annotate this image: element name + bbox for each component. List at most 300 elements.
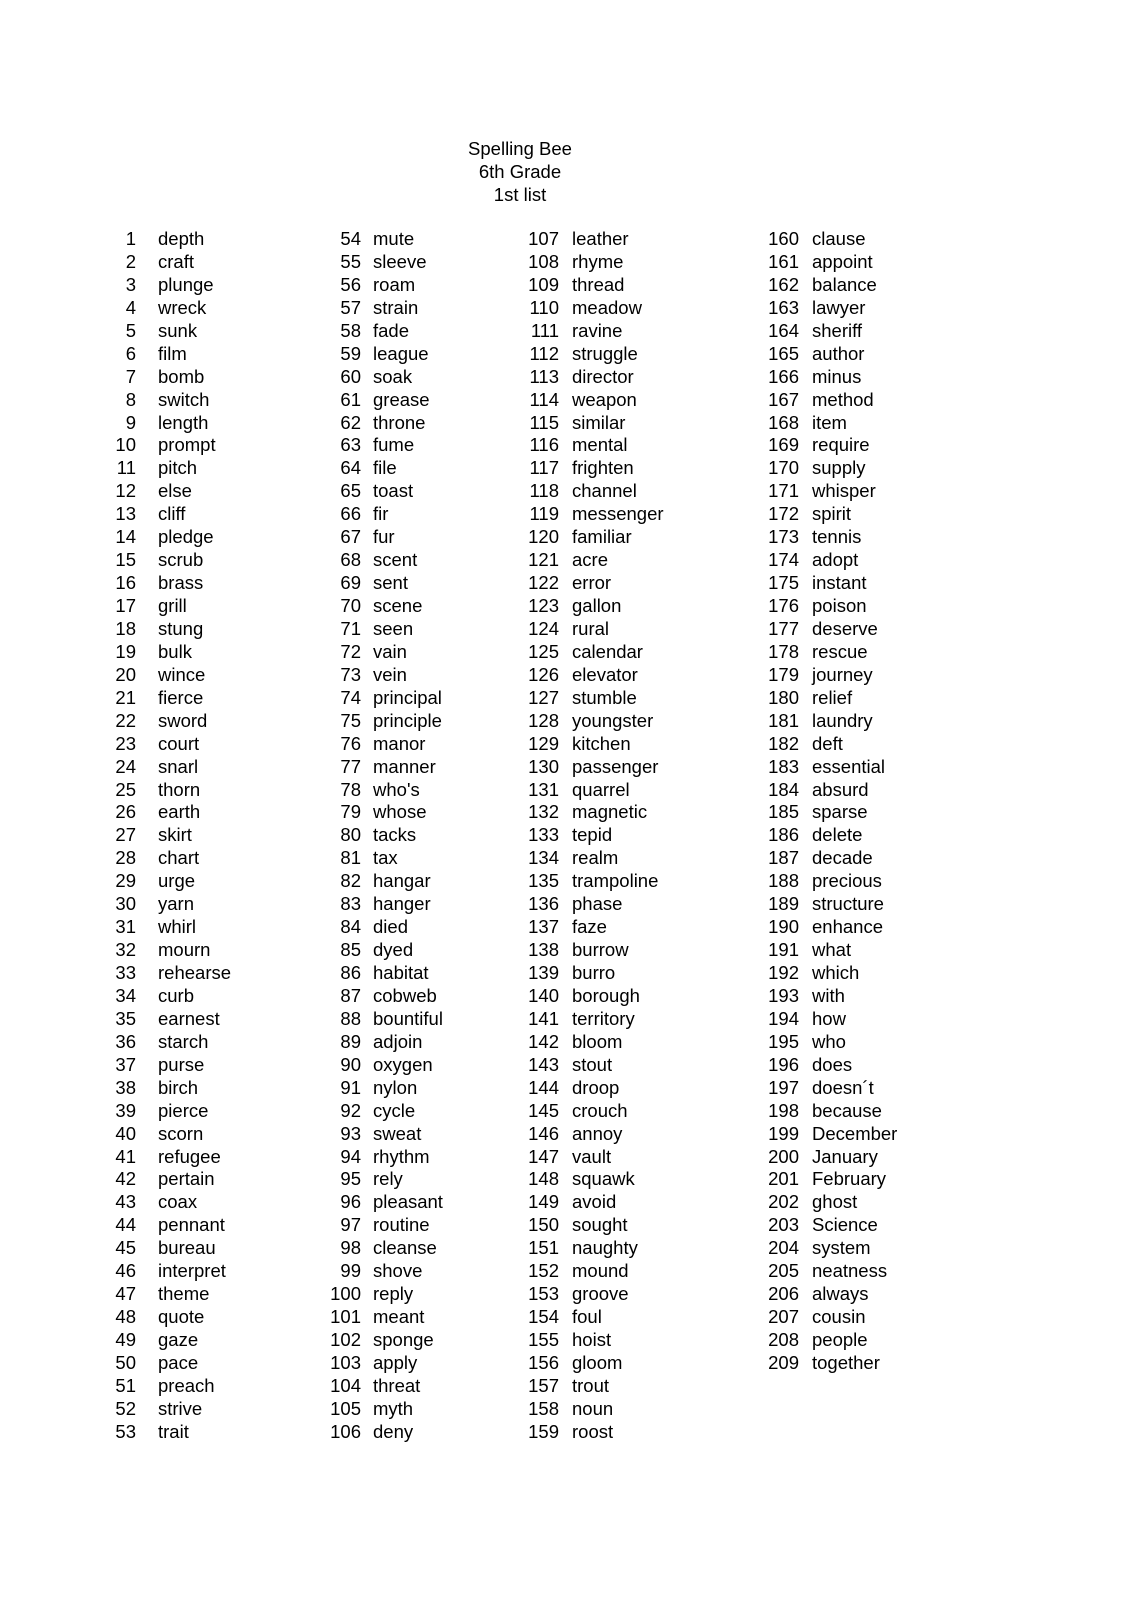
spelling-word: strain	[373, 296, 419, 318]
spelling-word: enhance	[812, 916, 883, 938]
word-number: 196	[768, 1053, 799, 1075]
word-number: 149	[528, 1191, 559, 1213]
spelling-word: precious	[812, 870, 882, 892]
word-number: 156	[528, 1351, 559, 1373]
spelling-word: director	[572, 365, 634, 387]
word-number: 199	[768, 1122, 799, 1144]
spelling-word: bountiful	[373, 1007, 443, 1029]
word-number: 209	[768, 1351, 799, 1373]
spelling-word: who's	[373, 778, 420, 800]
word-number: 151	[528, 1237, 559, 1259]
spelling-word: thorn	[158, 778, 201, 800]
spelling-word: gaze	[158, 1329, 199, 1350]
word-number: 183	[768, 755, 799, 777]
spelling-word: plunge	[158, 273, 214, 295]
word-number: 83	[340, 893, 361, 915]
spelling-word: rescue	[812, 640, 868, 662]
word-number: 109	[528, 273, 559, 295]
word-number: 143	[528, 1053, 559, 1075]
word-number: 14	[115, 526, 136, 548]
spelling-word: manor	[373, 732, 426, 754]
word-number: 28	[115, 847, 136, 869]
list-label: 1st list	[493, 183, 547, 205]
spelling-word: fur	[373, 526, 395, 548]
spelling-word: minus	[812, 365, 862, 387]
document-title: Spelling Bee	[468, 138, 572, 159]
word-number: 141	[528, 1007, 559, 1029]
spelling-word: elevator	[572, 663, 638, 685]
spelling-word: length	[158, 411, 209, 433]
spelling-word: scrub	[158, 549, 204, 571]
word-number: 153	[528, 1283, 559, 1305]
word-number: 200	[768, 1145, 799, 1167]
spelling-word: method	[812, 388, 874, 410]
word-number: 42	[115, 1168, 136, 1190]
word-number: 68	[340, 549, 361, 571]
spelling-word: kitchen	[572, 732, 631, 754]
spelling-word: who	[812, 1030, 846, 1052]
spelling-word: messenger	[572, 503, 664, 525]
document-header	[420, 138, 620, 206]
word-number: 128	[528, 709, 559, 731]
spelling-word: always	[812, 1283, 869, 1305]
word-number: 185	[768, 801, 799, 823]
spelling-word: manner	[373, 755, 436, 777]
word-number: 11	[116, 457, 136, 479]
word-number: 22	[115, 709, 136, 731]
spelling-word: neatness	[812, 1260, 888, 1282]
spelling-word: frighten	[572, 457, 634, 479]
word-number: 92	[340, 1099, 361, 1121]
word-number: 132	[528, 801, 559, 823]
spelling-word: wince	[158, 663, 206, 685]
spelling-word: pledge	[158, 526, 214, 548]
spelling-word: magnetic	[572, 801, 648, 823]
word-number: 203	[768, 1214, 799, 1236]
word-number: 84	[340, 916, 361, 938]
spelling-word: sweat	[373, 1122, 422, 1144]
spelling-word: delete	[812, 824, 863, 846]
spelling-word: groove	[572, 1283, 629, 1305]
word-number: 76	[340, 732, 361, 754]
spelling-word: item	[812, 411, 847, 433]
word-number: 85	[340, 939, 361, 961]
spelling-word: rely	[373, 1168, 403, 1190]
spelling-word: grill	[158, 595, 187, 616]
word-number: 48	[115, 1306, 136, 1328]
word-number: 95	[340, 1168, 361, 1190]
spelling-word: wreck	[158, 296, 207, 318]
spelling-word: habitat	[373, 962, 429, 983]
spelling-word: journey	[812, 663, 873, 685]
word-number: 176	[768, 595, 799, 616]
word-number: 161	[768, 250, 799, 272]
spelling-word: hangar	[373, 870, 431, 892]
spelling-word: pleasant	[373, 1191, 443, 1213]
word-number: 27	[115, 824, 136, 846]
word-number: 56	[340, 273, 361, 295]
word-number: 37	[115, 1053, 136, 1075]
spelling-word: interpret	[158, 1260, 226, 1282]
word-number: 118	[529, 480, 559, 502]
spelling-word: essential	[812, 755, 886, 777]
spelling-word: yarn	[158, 893, 194, 915]
word-number: 7	[125, 365, 136, 387]
word-number: 157	[528, 1374, 559, 1396]
word-number: 6	[125, 342, 136, 364]
spelling-word: dyed	[373, 939, 414, 961]
spelling-word: brass	[158, 572, 204, 594]
word-number: 26	[115, 801, 136, 823]
word-number: 181	[768, 709, 799, 731]
spelling-word: ghost	[812, 1191, 858, 1213]
word-number: 116	[529, 434, 559, 456]
word-number: 191	[768, 939, 799, 961]
spelling-word: territory	[572, 1007, 635, 1029]
spelling-word: absurd	[812, 778, 869, 800]
spelling-word: preach	[158, 1374, 215, 1396]
spelling-word: structure	[812, 893, 884, 915]
word-number: 169	[768, 434, 799, 456]
spelling-word: rehearse	[158, 962, 232, 983]
word-number: 129	[528, 732, 559, 754]
word-number: 90	[340, 1053, 361, 1075]
spelling-word: system	[812, 1237, 871, 1259]
spelling-word: which	[812, 962, 860, 983]
word-number: 12	[115, 480, 136, 502]
spelling-word: mute	[373, 228, 415, 249]
spelling-word: routine	[373, 1214, 430, 1236]
word-number: 98	[340, 1237, 361, 1259]
word-number: 206	[768, 1283, 799, 1305]
spelling-word: scene	[373, 595, 423, 616]
spelling-word: fir	[373, 503, 389, 525]
word-number: 43	[115, 1191, 136, 1213]
word-number: 186	[768, 824, 799, 846]
spelling-word: hoist	[572, 1329, 612, 1350]
word-number: 125	[528, 640, 559, 662]
spelling-word: rhythm	[373, 1145, 430, 1167]
spelling-word: snarl	[158, 755, 199, 777]
word-number: 174	[768, 549, 799, 571]
word-number: 171	[768, 480, 799, 502]
word-number: 91	[340, 1076, 361, 1098]
word-number: 45	[115, 1237, 136, 1259]
word-number: 119	[529, 503, 559, 525]
spelling-word: adjoin	[373, 1030, 423, 1052]
word-number: 190	[768, 916, 799, 938]
word-number: 51	[115, 1374, 136, 1396]
spelling-word: skirt	[158, 824, 192, 846]
spelling-word: familiar	[572, 526, 632, 548]
word-number: 182	[768, 732, 799, 754]
word-number: 24	[115, 755, 136, 777]
spelling-word: similar	[572, 411, 626, 433]
word-number: 204	[768, 1237, 799, 1259]
spelling-word: mourn	[158, 939, 211, 961]
spelling-word: clause	[812, 228, 866, 249]
spelling-word: sunk	[158, 319, 198, 341]
spelling-word: earth	[158, 801, 201, 823]
spelling-word: acre	[572, 549, 608, 571]
spelling-word: ravine	[572, 319, 623, 341]
spelling-word: film	[158, 342, 187, 364]
word-number: 160	[768, 228, 799, 249]
spelling-word: cousin	[812, 1306, 866, 1328]
spelling-word: deserve	[812, 617, 878, 639]
word-number: 25	[115, 778, 136, 800]
spelling-word: borough	[572, 984, 640, 1006]
spelling-word: urge	[158, 870, 196, 892]
spelling-word: lawyer	[812, 296, 866, 318]
word-number: 96	[340, 1191, 361, 1213]
word-number: 192	[768, 962, 799, 983]
word-number: 122	[528, 572, 559, 594]
spelling-word: weapon	[572, 388, 637, 410]
word-number: 63	[340, 434, 361, 456]
spelling-word: starch	[158, 1030, 209, 1052]
spelling-word: cliff	[158, 503, 186, 525]
word-number: 197	[768, 1076, 799, 1098]
word-number: 29	[115, 870, 136, 892]
spelling-word: deft	[812, 732, 843, 754]
word-number: 1	[125, 228, 136, 249]
spelling-word: apply	[373, 1351, 418, 1373]
word-number: 134	[528, 847, 559, 869]
word-number: 202	[768, 1191, 799, 1213]
spelling-word: shove	[373, 1260, 423, 1282]
word-number: 201	[768, 1168, 799, 1190]
word-number: 131	[528, 778, 559, 800]
word-number: 107	[528, 228, 559, 249]
spelling-word: tax	[373, 847, 398, 869]
word-number: 80	[340, 824, 361, 846]
spelling-word: droop	[572, 1076, 620, 1098]
word-number: 146	[528, 1122, 559, 1144]
spelling-word: mental	[572, 434, 628, 456]
word-number: 103	[330, 1351, 361, 1373]
word-number: 124	[528, 617, 559, 639]
word-number: 55	[340, 250, 361, 272]
spelling-word: bloom	[572, 1030, 623, 1052]
spelling-word: what	[812, 939, 852, 961]
spelling-word: depth	[158, 228, 205, 249]
word-number: 47	[115, 1283, 136, 1305]
word-number: 10	[115, 434, 136, 456]
spelling-word: passenger	[572, 755, 659, 777]
grade-label: 6th Grade	[478, 160, 562, 182]
word-number: 82	[340, 870, 361, 892]
word-number: 17	[115, 595, 136, 616]
spelling-word: faze	[572, 916, 607, 938]
word-number: 79	[340, 801, 361, 823]
word-number: 99	[340, 1260, 361, 1282]
word-number: 178	[768, 640, 799, 662]
spelling-word: whisper	[812, 480, 876, 502]
spelling-word: sheriff	[812, 319, 863, 341]
spelling-word: adopt	[812, 549, 859, 571]
word-number: 72	[340, 640, 361, 662]
word-number: 35	[115, 1007, 136, 1029]
spelling-word: whirl	[158, 916, 197, 938]
word-number: 105	[330, 1397, 361, 1419]
spelling-word: pertain	[158, 1168, 215, 1190]
word-number: 81	[340, 847, 361, 869]
word-number: 93	[340, 1122, 361, 1144]
word-number: 166	[768, 365, 799, 387]
word-number: 133	[528, 824, 559, 846]
word-number: 87	[340, 984, 361, 1006]
word-number: 159	[528, 1420, 559, 1442]
spelling-word: bomb	[158, 365, 205, 387]
word-number: 136	[528, 893, 559, 915]
word-number: 113	[529, 365, 559, 387]
spelling-word: trait	[158, 1420, 189, 1442]
word-number: 41	[115, 1145, 136, 1167]
word-number: 71	[340, 617, 361, 639]
spelling-word: chart	[158, 847, 200, 869]
spelling-word: tennis	[812, 526, 862, 548]
word-number: 100	[330, 1283, 361, 1305]
word-number: 73	[340, 663, 361, 685]
spelling-word: switch	[158, 388, 210, 410]
spelling-word: naughty	[572, 1237, 638, 1259]
spelling-word: together	[812, 1351, 880, 1373]
word-number: 70	[340, 595, 361, 616]
spelling-word: roam	[373, 273, 416, 295]
word-number: 19	[115, 640, 136, 662]
word-number: 52	[115, 1397, 136, 1419]
spelling-word: realm	[572, 847, 619, 869]
word-number: 184	[768, 778, 799, 800]
spelling-word: instant	[812, 572, 867, 594]
spelling-word: strive	[158, 1397, 203, 1419]
word-number: 44	[115, 1214, 136, 1236]
word-number: 164	[768, 319, 799, 341]
word-number: 195	[768, 1030, 799, 1052]
spelling-word: quote	[158, 1306, 205, 1328]
spelling-word: soak	[373, 365, 413, 387]
spelling-word: league	[373, 342, 429, 364]
spelling-word: phase	[572, 893, 623, 915]
word-number: 97	[340, 1214, 361, 1236]
word-number: 94	[340, 1145, 361, 1167]
spelling-word: sleeve	[373, 250, 427, 272]
word-number: 8	[125, 388, 136, 410]
spelling-word: poison	[812, 595, 867, 616]
word-number: 65	[340, 480, 361, 502]
spelling-word: crouch	[572, 1099, 628, 1121]
word-number: 31	[115, 916, 136, 938]
word-number: 86	[340, 962, 361, 983]
word-number: 126	[528, 663, 559, 685]
word-number: 114	[529, 388, 559, 410]
spelling-word: seen	[373, 617, 414, 639]
word-number: 162	[768, 273, 799, 295]
spelling-word: laundry	[812, 709, 873, 731]
spelling-word: principle	[373, 709, 442, 731]
word-number: 140	[528, 984, 559, 1006]
spelling-word: require	[812, 434, 870, 456]
word-number: 187	[768, 847, 799, 869]
spelling-word: stout	[572, 1053, 613, 1075]
word-number: 144	[528, 1076, 559, 1098]
word-number: 23	[115, 732, 136, 754]
spelling-word: stung	[158, 617, 204, 639]
word-number: 108	[528, 250, 559, 272]
spelling-word: grease	[373, 388, 430, 410]
spelling-word: sent	[373, 572, 408, 594]
word-number: 18	[115, 617, 136, 639]
spelling-word: whose	[373, 801, 427, 823]
spelling-word: toast	[373, 480, 414, 502]
spelling-word: else	[158, 480, 192, 502]
word-number: 57	[340, 296, 361, 318]
spelling-word: hanger	[373, 893, 431, 915]
word-number: 130	[528, 755, 559, 777]
spelling-word: theme	[158, 1283, 210, 1305]
word-number: 36	[115, 1030, 136, 1052]
word-number: 4	[125, 296, 136, 318]
spelling-word: appoint	[812, 250, 873, 272]
word-number: 32	[115, 939, 136, 961]
word-number: 138	[528, 939, 559, 961]
word-number: 117	[529, 457, 559, 479]
spelling-word: gallon	[572, 595, 622, 616]
word-number: 5	[125, 319, 136, 341]
word-number: 106	[330, 1420, 361, 1442]
spelling-word: leather	[572, 228, 629, 249]
spelling-word: burrow	[572, 939, 629, 961]
word-number: 101	[330, 1306, 361, 1328]
word-number: 123	[528, 595, 559, 616]
spelling-word: nylon	[373, 1076, 418, 1098]
spelling-word: relief	[812, 686, 853, 708]
spelling-word: trampoline	[572, 870, 659, 892]
spelling-word: vein	[373, 663, 407, 685]
word-number: 177	[768, 617, 799, 639]
word-number: 49	[115, 1329, 136, 1350]
word-number: 16	[115, 572, 136, 594]
word-number: 127	[528, 686, 559, 708]
word-number: 208	[768, 1329, 799, 1350]
spelling-word: trout	[572, 1374, 610, 1396]
word-number: 33	[115, 962, 136, 983]
word-number: 188	[768, 870, 799, 892]
spelling-word: bulk	[158, 640, 192, 662]
spelling-word: struggle	[572, 342, 638, 364]
word-number: 179	[768, 663, 799, 685]
word-number: 102	[330, 1329, 361, 1350]
spelling-word: prompt	[158, 434, 216, 456]
spelling-word: file	[373, 457, 397, 479]
word-number: 175	[768, 572, 799, 594]
word-number: 34	[115, 984, 136, 1006]
word-number: 66	[340, 503, 361, 525]
spelling-word: gloom	[572, 1351, 623, 1373]
spelling-word: rural	[572, 617, 610, 639]
word-number: 2	[125, 250, 136, 272]
spelling-word: cobweb	[373, 984, 437, 1006]
word-number: 75	[340, 709, 361, 731]
spelling-word: spirit	[812, 503, 852, 525]
word-number: 46	[115, 1260, 136, 1282]
spelling-word: scent	[373, 549, 418, 571]
spelling-word: fade	[373, 319, 410, 341]
word-number: 39	[115, 1099, 136, 1121]
word-number: 135	[528, 870, 559, 892]
word-number: 15	[115, 549, 136, 571]
